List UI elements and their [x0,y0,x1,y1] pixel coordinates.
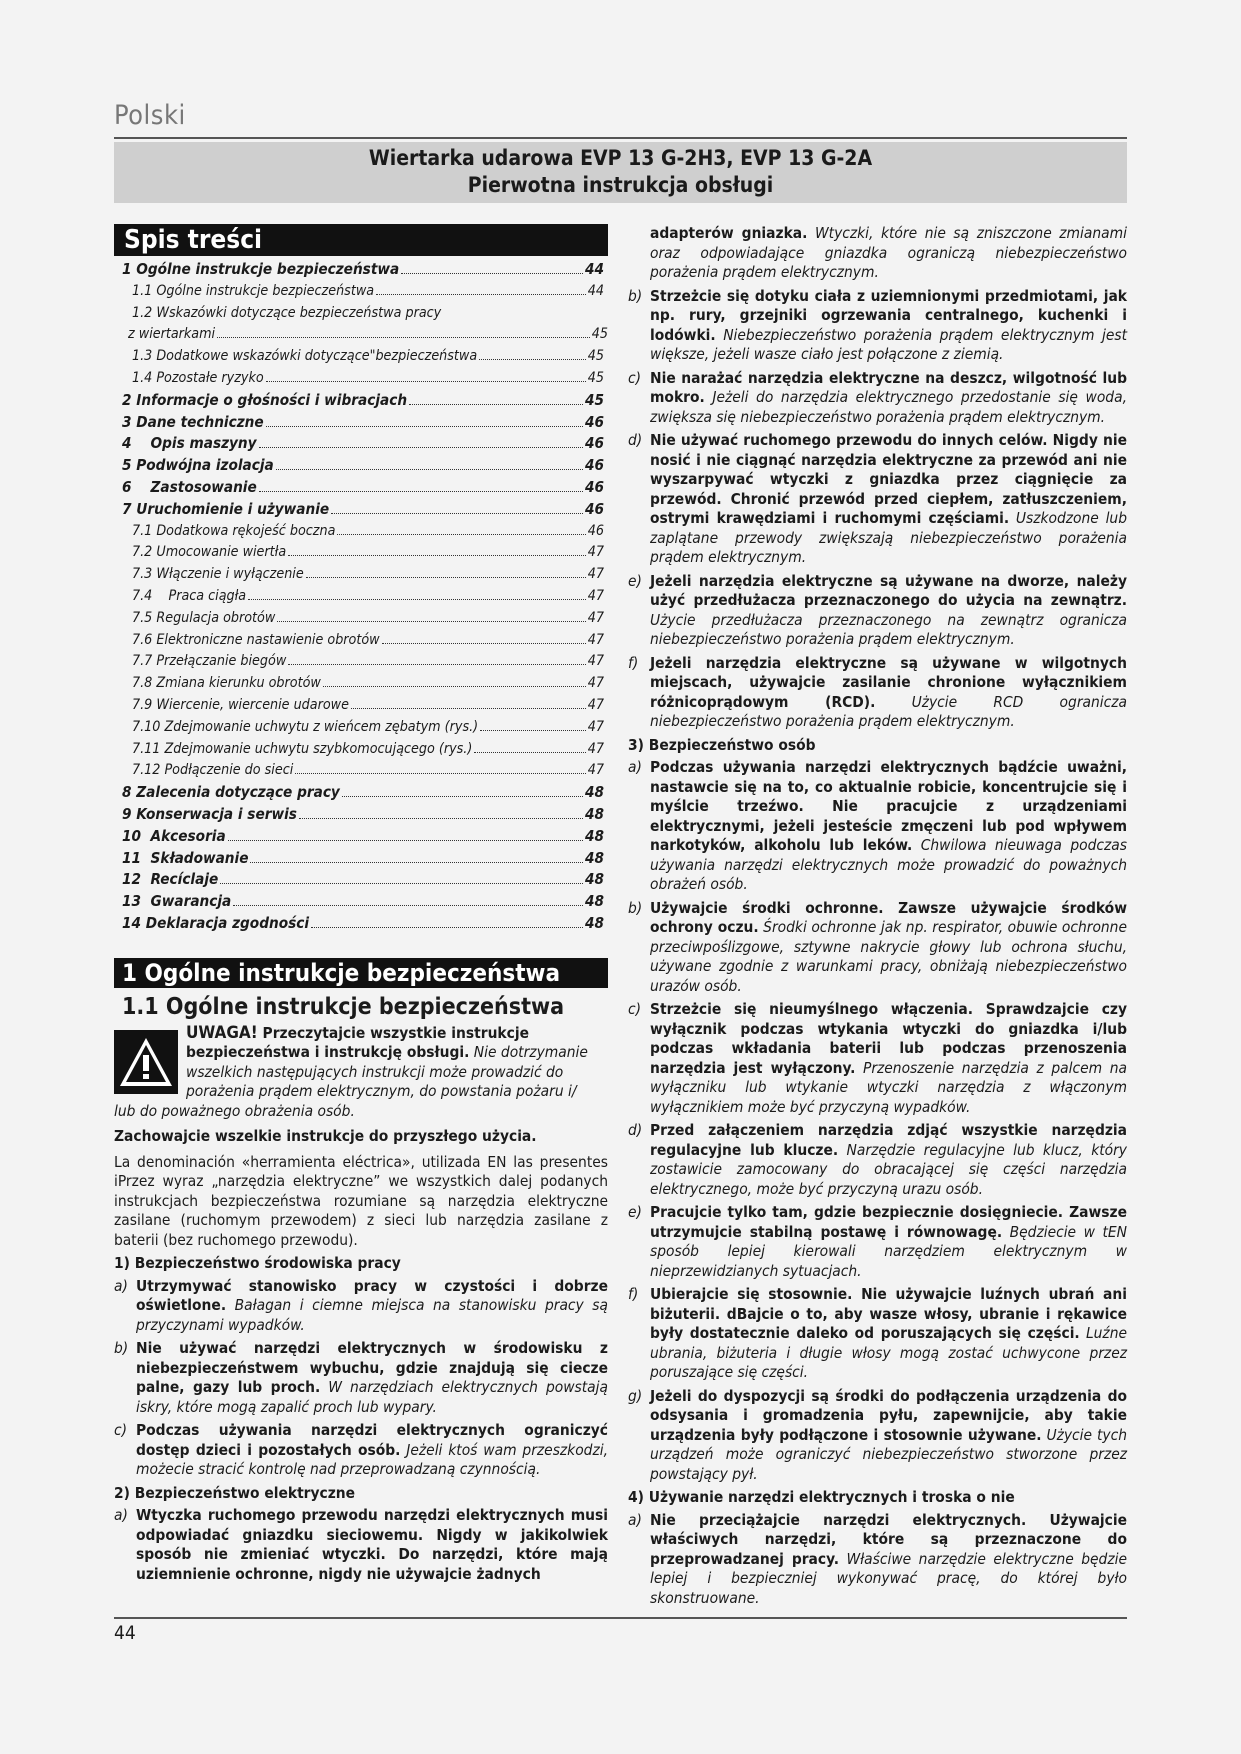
footer-rule [114,1617,1127,1619]
toc-entry[interactable]: 13 Gwarancja 48 [122,892,604,911]
list-item: a) Utrzymywać stanowisko pracy w czystości i dobrze oświetlone. Bałagan i ciemne miejsca na stanowisku pracy są przyczynami wypadków. [114,1276,608,1334]
group-heading: 1) Bezpieczeństwo środowiska pracy [114,1254,401,1273]
toc-entry[interactable]: 1 Ogólne instrukcje bezpieczeństwa 44 [122,260,604,278]
toc-entry[interactable]: 1.2 Wskazówki dotyczące bezpieczeństwa pracy z wiertarkami 45 [128,304,608,343]
toc-entry[interactable]: 7.1 Dodatkowa rękojeść boczna 46 [132,522,604,539]
toc-entry[interactable]: 10 Akcesoria 48 [122,826,604,845]
toc-entry[interactable]: 11 Składowanie 48 [122,848,604,867]
warning-text: UWAGA! Przeczytajcie wszystkie instrukcje bezpieczeństwa i instrukcję obsługi. Nie dotrzymanie wszelkich następujących instrukcji może prowadzić do porażenia prądem elektrycznym, do powstania pożaru i/ [186,1022,588,1101]
list-item: d) Nie używać ruchomego przewodu do innych celów. Nigdy nie nosić i nie ciągnąć narzędzia elektryczne za przewód ani nie wyszarpywać wtyczki z gniazdka przez ciągnięcie za przewód. Chronić przewód przed ciepłem, zatłuszczeniem, ostrymi krawędziami i ruchomymi częściami. Uszkodzone lub zaplątane przewody zwiększają niebezpieczeństwo porażenia prądem elektrycznym. [628,431,1127,566]
warning-text-continued: lub do poważnego obrażenia osób. [114,1101,355,1120]
list-item: b) Używajcie środki ochronne. Zawsze używajcie środków ochrony oczu. Środki ochronne jak np. respirator, obuwie ochronne przeciwpoślizgowe, sztywne nakrycie głowy lub ochrona słuchu, używane zgodnie z warunkami pracy, obniżają niebezpieczeństwo urazów osób. [628,898,1127,995]
list-item: b) Nie używać narzędzi elektrycznych w środowisku z niebezpieczeństwem wybuchu, gdzie znajdują się ciecze palne, gazy lub proch. W narzędziach elektrycznych powstają iskry, które mogą zapalić proch lub wypary. [114,1339,608,1416]
list-item: c) Podczas używania narzędzi elektrycznych ograniczyć dostęp dzieci i pozostałych osób. Jeżeli ktoś wam przeszkodzi, możecie stracić kontrolę nad przeprowadzaną czynnością. [114,1421,608,1479]
toc-entry[interactable]: 3 Dane techniczne 46 [122,412,604,431]
toc-entry[interactable]: 1.1 Ogólne instrukcje bezpieczeństwa 44 [132,282,604,299]
toc-entry[interactable]: 7.11 Zdejmowanie uchwytu szybkomocującego (rys.) 47 [132,740,604,757]
toc-entry[interactable]: 7.5 Regulacja obrotów 47 [132,609,604,626]
subsection-heading: 1.1 Ogólne instrukcje bezpieczeństwa [122,993,565,1020]
toc-entry[interactable]: 7.4 Praca ciągła 47 [132,587,604,604]
toc-heading: Spis treści [114,224,608,256]
toc-entry[interactable]: 9 Konserwacja i serwis 48 [122,804,604,823]
toc-entry[interactable]: 6 Zastosowanie 46 [122,477,604,496]
group-heading: 3) Bezpieczeństwo osób [628,735,816,754]
group-heading: 4) Używanie narzędzi elektrycznych i troska o nie [628,1488,1015,1506]
list-item: a) Nie przeciążajcie narzędzi elektrycznych. Używajcie właściwych narzędzi, które są przeznaczone do przeprowadzanej pracy. Właściwe narzędzie elektryczne będzie lepiej i bezpieczniej wykonywać pracę, do której było skonstruowane. [628,1510,1127,1607]
list-item-continued: adapterów gniazka. Wtyczki, które nie są zniszczone zmianami oraz odpowiadające gniazdka ograniczą niebezpieczeństwo porażenia prądem elektrycznym. [650,224,1127,281]
toc-entry[interactable]: 7.9 Wiercenie, wiercenie udarowe 47 [132,696,604,713]
toc-entry[interactable]: 7.12 Podłączenie do sieci 47 [132,762,604,779]
list-item: b) Strzeżcie się dotyku ciała z uziemnionymi przedmiotami, jak np. rury, grzejniki ogrzewania centralnego, kuchenki i lodówki. Niebezpieczeństwo porażenia prądem elektrycznym jest większe, jeżeli wasze ciało jest połączone z ziemią. [628,286,1127,363]
title-band [114,142,1127,203]
toc-entry[interactable]: 7.8 Zmiana kierunku obrotów 47 [132,675,604,692]
toc-entry[interactable]: 2 Informacje o głośności i wibracjach 45 [122,390,604,409]
toc-entry[interactable]: 7.10 Zdejmowanie uchwytu z wieńcem zębatym (rys.) 47 [132,718,604,735]
language-label: Polski [114,100,186,131]
list-item: c) Nie narażać narzędzia elektryczne na deszcz, wilgotność lub mokro. Jeżeli do narzędzia elektrycznego przedostanie się woda, zwiększa się niebezpieczeństwo porażenia prądem elektrycznym. [628,368,1127,426]
warning-triangle-icon [114,1030,178,1094]
toc-entry[interactable]: 14 Deklaracja zgodności 48 [122,913,604,932]
title-line-2: Pierwotna instrukcja obsługi [467,173,774,197]
warning-block [114,1024,608,1102]
list-item: f) Ubierajcie się stosownie. Nie używajcie luźnych ubrań ani biżuterii. dBajcie o to, aby wasze włosy, ubranie i rękawice były dostatecznie daleko od poruszających się części. Luźne ubrania, biżuteria i długie włosy mogą zostać uchwycone przez poruszające się części. [628,1285,1127,1381]
toc-entry[interactable]: 5 Podwójna izolacja 46 [122,456,604,475]
toc-entry[interactable]: 1.3 Dodatkowe wskazówki dotyczące"bezpieczeństwa 45 [132,348,604,365]
toc-entry[interactable]: 7 Uruchomienie i używanie 46 [122,499,604,518]
toc-entry[interactable]: 7.3 Włączenie i wyłączenie 47 [132,566,604,583]
list-item: e) Pracujcie tylko tam, gdzie bezpiecznie dosięgniecie. Zawsze utrzymujcie stabilną postawę i równowagę. Będziecie w tEN sposób lepiej kierowali narzędziem elektrycznym w nieprzewidzianych sytuacjach. [628,1203,1127,1280]
left-column [114,224,608,1588]
right-column [628,224,1127,1612]
toc-entry[interactable]: 12 Recíclaje 48 [122,870,604,889]
list-item: e) Jeżeli narzędzia elektryczne są używane na dworze, należy użyć przedłużacza przeznaczonego do użycia na zewnątrz. Użycie przedłużacza przeznaczonego na zewnątrz ogranicza niebezpieczeństwo porażenia prądem elektrycznym. [628,571,1127,648]
header-rule [114,137,1127,139]
toc-entry[interactable]: 1.4 Pozostałe ryzyko 45 [132,369,604,386]
section-heading: 1 Ogólne instrukcje bezpieczeństwa [114,958,608,988]
intro-paragraph: La denominación «herramienta eléctrica», utilizada EN las presentes iPrzez wyraz „narzędzia elektryczne” we wszystkich dalej podanych instrukcjach bezpieczeństwa rozumiane są narzędzia elektryczne zasilane (ruchomym przewodem) z sieci lub narzędzia zasilane z baterii (bez ruchomego przewodu). [114,1152,608,1249]
toc-entry[interactable]: 8 Zalecenia dotyczące pracy 48 [122,783,604,802]
list-item: c) Strzeżcie się nieumyślnego włączenia. Sprawdzajcie czy wyłącznik podczas wtykania wtyczki do gniazdka i/lub podczas wkładania baterii lub podczas przenoszenia narzędzia jest wyłączony. Przenoszenie narzędzia z palcem na wyłączniku lub wtykanie wtyczki narzędzia z włączonym wyłącznikiem może być przyczyną wypadków. [628,1000,1127,1116]
keep-instructions: Zachowajcie wszelkie instrukcje do przyszłego użycia. [114,1127,537,1146]
list-item: g) Jeżeli do dyspozycji są środki do podłączenia urządzenia do odsysania i gromadzenia pyłu, zapewnijcie, aby takie urządzenia były podłączone i stosownie używane. Użycie tych urządzeń może ograniczyć niebezpieczeństwo stworzone przez powstający pył. [628,1386,1127,1483]
table-of-contents [114,259,608,935]
group-heading: 2) Bezpieczeństwo elektryczne [114,1483,356,1502]
page-number: 44 [114,1622,136,1644]
toc-entry[interactable]: 7.7 Przełączanie biegów 47 [132,653,604,670]
toc-entry[interactable]: 4 Opis maszyny 46 [122,434,604,453]
list-item: a) Wtyczka ruchomego przewodu narzędzi elektrycznych musi odpowiadać gniazdku sieciowemu. Nigdy w jakikolwiek sposób nie zmieniać wtyczki. Do narzędzi, które mają uziemnienie ochronne, nigdy nie używajcie żadnych [114,1506,608,1583]
list-item: a) Podczas używania narzędzi elektrycznych bądźcie uważni, nastawcie się na to, co aktualnie robicie, koncentrujcie się i myślcie trzeźwo. Nie pracujcie z urządzeniami elektrycznymi, jeżeli jesteście zmęczeni lub pod wpływem narkotyków, alkoholu lub leków. Chwilowa nieuwaga podczas używania narzędzi elektrycznych może prowadzić do poważnych obrażeń osób. [628,758,1127,893]
toc-entry[interactable]: 7.2 Umocowanie wiertła 47 [132,544,604,561]
title-line-1: Wiertarka udarowa EVP 13 G-2H3, EVP 13 G-2A [368,146,873,170]
list-item: d) Przed załączeniem narzędzia zdjąć wszystkie narzędzia regulacyjne lub klucze. Narzędzie regulacyjne lub klucz, który zostawicie zamocowany do obracającej się części narzędzia elektrycznego, może być przyczyną urazu osób. [628,1121,1127,1198]
toc-entry[interactable]: 7.6 Elektroniczne nastawienie obrotów 47 [132,631,604,648]
list-item: f) Jeżeli narzędzia elektryczne są używane w wilgotnych miejscach, używajcie zasilanie chronione wyłącznikiem różnicoprądowym (RCD). Użycie RCD ogranicza niebezpieczeństwo porażenia prądem elektrycznym. [628,653,1127,730]
